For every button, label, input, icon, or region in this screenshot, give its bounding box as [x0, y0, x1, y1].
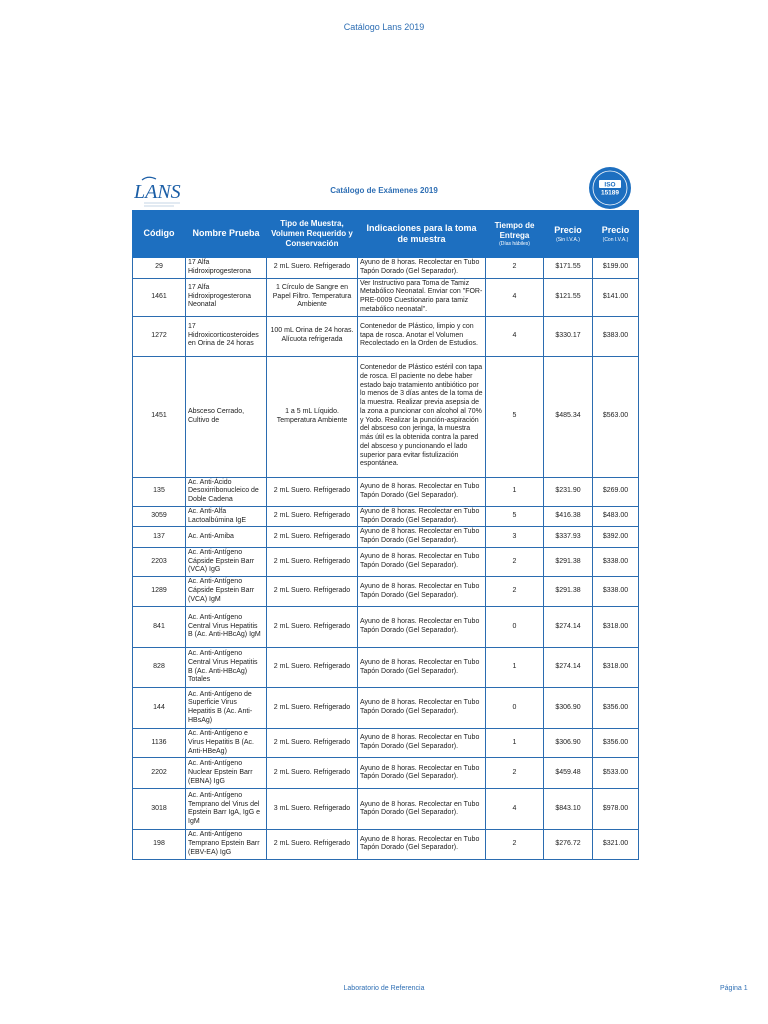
cell-price-with-iva: $392.00 — [593, 527, 639, 548]
cell-price-with-iva: $483.00 — [593, 506, 639, 527]
cell-price-no-iva: $337.93 — [544, 527, 593, 548]
cell-test-name: Absceso Cerrado, Cultivo de — [186, 356, 267, 477]
cell-sample-type: 2 mL Suero. Refrigerado — [267, 577, 358, 607]
document-title: Catálogo de Exámenes 2019 — [330, 186, 438, 195]
cell-code: 1289 — [133, 577, 186, 607]
header-time: Tiempo de Entrega (Días hábiles) — [486, 211, 544, 258]
cell-test-name: 17 Alfa Hidroxiprogesterona — [186, 258, 267, 279]
table-header-row — [133, 211, 639, 258]
cell-price-with-iva: $356.00 — [593, 688, 639, 729]
cell-code: 1272 — [133, 316, 186, 356]
cell-price-no-iva: $274.14 — [544, 648, 593, 688]
cell-price-no-iva: $171.55 — [544, 258, 593, 279]
cell-delivery-time: 5 — [486, 356, 544, 477]
cell-code: 3059 — [133, 506, 186, 527]
cell-indications: Ayuno de 8 horas. Recolectar en Tubo Tapón Dorado (Gel Separador). — [358, 607, 486, 648]
cell-delivery-time: 0 — [486, 607, 544, 648]
cell-sample-type: 2 mL Suero. Refrigerado — [267, 607, 358, 648]
cell-price-no-iva: $274.14 — [544, 607, 593, 648]
cell-indications: Contenedor de Plástico, limpio y con tapa de rosca. Anotar el Volumen Recolectado en la Orden de Estudios. — [358, 316, 486, 356]
cell-indications: Ayuno de 8 horas. Recolectar en Tubo Tapón Dorado (Gel Separador). — [358, 729, 486, 758]
header-price-with-iva: Precio (Con I.V.A.) — [593, 211, 639, 258]
cell-price-with-iva: $338.00 — [593, 577, 639, 607]
cell-price-no-iva: $843.10 — [544, 789, 593, 830]
cell-sample-type: 1 Círculo de Sangre en Papel Filtro. Temperatura Ambiente — [267, 278, 358, 316]
cell-sample-type: 2 mL Suero. Refrigerado — [267, 527, 358, 548]
footer-page-number: Página 1 — [720, 985, 748, 992]
cell-sample-type: 2 mL Suero. Refrigerado — [267, 506, 358, 527]
cell-code: 1136 — [133, 729, 186, 758]
iso-certification-seal — [588, 166, 632, 210]
cell-delivery-time: 1 — [486, 477, 544, 506]
cell-indications: Ayuno de 8 horas. Recolectar en Tubo Tapón Dorado (Gel Separador). — [358, 830, 486, 859]
table-row — [133, 758, 639, 789]
cell-delivery-time: 2 — [486, 577, 544, 607]
cell-price-no-iva: $459.48 — [544, 758, 593, 789]
table-row — [133, 258, 639, 279]
header-name: Nombre Prueba — [186, 211, 267, 258]
cell-code: 1461 — [133, 278, 186, 316]
cell-indications: Ayuno de 8 horas. Recolectar en Tubo Tapón Dorado (Gel Separador). — [358, 258, 486, 279]
cell-delivery-time: 4 — [486, 789, 544, 830]
cell-price-with-iva: $356.00 — [593, 729, 639, 758]
cell-code: 2202 — [133, 758, 186, 789]
cell-test-name: Ac. Anti-Antígeno Central Virus Hepatitis B (Ac. Anti-HBcAg) Totales — [186, 648, 267, 688]
cell-code: 828 — [133, 648, 186, 688]
cell-test-name: Ac. Anti-Alfa Lactoalbúmina IgE — [186, 506, 267, 527]
table-row — [133, 830, 639, 859]
cell-price-no-iva: $330.17 — [544, 316, 593, 356]
cell-code: 3018 — [133, 789, 186, 830]
cell-delivery-time: 4 — [486, 316, 544, 356]
cell-delivery-time: 1 — [486, 648, 544, 688]
cell-indications: Ayuno de 8 horas. Recolectar en Tubo Tapón Dorado (Gel Separador). — [358, 789, 486, 830]
cell-code: 144 — [133, 688, 186, 729]
iso-label: ISO — [604, 181, 616, 189]
cell-delivery-time: 1 — [486, 729, 544, 758]
cell-code: 198 — [133, 830, 186, 859]
cell-price-with-iva: $563.00 — [593, 356, 639, 477]
cell-sample-type: 2 mL Suero. Refrigerado — [267, 688, 358, 729]
cell-sample-type: 2 mL Suero. Refrigerado — [267, 648, 358, 688]
cell-test-name: Ac. Anti-Antígeno Cápside Epstein Barr (VCA) IgG — [186, 547, 267, 576]
cell-code: 135 — [133, 477, 186, 506]
table-row — [133, 577, 639, 607]
cell-delivery-time: 3 — [486, 527, 544, 548]
cell-indications: Ayuno de 8 horas. Recolectar en Tubo Tapón Dorado (Gel Separador). — [358, 758, 486, 789]
cell-price-no-iva: $291.38 — [544, 547, 593, 576]
table-row — [133, 648, 639, 688]
cell-indications: Contenedor de Plástico estéril con tapa de rosca. El paciente no debe haber estado bajo tratamiento antibiótico por lo menos de 3 días antes de la toma de la muestra. Realizar previa asepsia de la zona a puncionar con alcohol al 70% y Yodo. Realizar la punción-aspiración del absceso con jeringa, la muestra más útil es la obtenida contra la pared del absceso y puncionando el lado superior para evitar fistulización espontánea. — [358, 356, 486, 477]
table-row — [133, 278, 639, 316]
cell-test-name: Ac. Anti-Antígeno Cápside Epstein Barr (VCA) IgM — [186, 577, 267, 607]
cell-sample-type: 3 mL Suero. Refrigerado — [267, 789, 358, 830]
cell-price-with-iva: $199.00 — [593, 258, 639, 279]
cell-test-name: Ac. Anti-Antígeno Nuclear Epstein Barr (EBNA) IgG — [186, 758, 267, 789]
svg-text:LANS: LANS — [134, 181, 181, 203]
cell-price-with-iva: $318.00 — [593, 607, 639, 648]
cell-test-name: Ac. Anti-Antígeno Central Virus Hepatitis B (Ac. Anti-HBcAg) IgM — [186, 607, 267, 648]
cell-indications: Ayuno de 8 horas. Recolectar en Tubo Tapón Dorado (Gel Separador). — [358, 688, 486, 729]
cell-indications: Ayuno de 8 horas. Recolectar en Tubo Tapón Dorado (Gel Separador). — [358, 477, 486, 506]
cell-price-with-iva: $318.00 — [593, 648, 639, 688]
cell-indications: Ayuno de 8 horas. Recolectar en Tubo Tapón Dorado (Gel Separador). — [358, 506, 486, 527]
table-row — [133, 607, 639, 648]
cell-indications: Ver Instructivo para Toma de Tamiz Metabólico Neonatal. Enviar con "FOR-PRE-0009 Cuestionario para tamiz metabólico neonatal". — [358, 278, 486, 316]
cell-code: 841 — [133, 607, 186, 648]
footer-lab-name: Laboratorio de Referencia — [343, 985, 425, 992]
cell-price-no-iva: $416.38 — [544, 506, 593, 527]
cell-indications: Ayuno de 8 horas. Recolectar en Tubo Tapón Dorado (Gel Separador). — [358, 577, 486, 607]
table-row — [133, 729, 639, 758]
table-row — [133, 477, 639, 506]
iso-number: 15189 — [600, 189, 620, 197]
exam-catalog-table — [132, 210, 639, 860]
cell-sample-type: 2 mL Suero. Refrigerado — [267, 729, 358, 758]
header-sample: Tipo de Muestra, Volumen Requerido y Conservación — [267, 211, 358, 258]
table-row — [133, 547, 639, 576]
cell-test-name: 17 Alfa Hidroxiprogesterona Neonatal — [186, 278, 267, 316]
cell-indications: Ayuno de 8 horas. Recolectar en Tubo Tapón Dorado (Gel Separador). — [358, 547, 486, 576]
cell-delivery-time: 2 — [486, 830, 544, 859]
cell-price-no-iva: $291.38 — [544, 577, 593, 607]
header-indications: Indicaciones para la toma de muestra — [358, 211, 486, 258]
cell-sample-type: 100 mL Orina de 24 horas. Alícuota refrigerada — [267, 316, 358, 356]
cell-test-name: Ac. Anti-Amiba — [186, 527, 267, 548]
table-row — [133, 356, 639, 477]
cell-price-with-iva: $383.00 — [593, 316, 639, 356]
table-row — [133, 789, 639, 830]
cell-delivery-time: 4 — [486, 278, 544, 316]
cell-price-with-iva: $141.00 — [593, 278, 639, 316]
cell-sample-type: 2 mL Suero. Refrigerado — [267, 258, 358, 279]
cell-price-no-iva: $306.90 — [544, 729, 593, 758]
cell-price-with-iva: $269.00 — [593, 477, 639, 506]
cell-sample-type: 2 mL Suero. Refrigerado — [267, 830, 358, 859]
cell-code: 137 — [133, 527, 186, 548]
cell-delivery-time: 2 — [486, 547, 544, 576]
cell-price-no-iva: $231.90 — [544, 477, 593, 506]
cell-indications: Ayuno de 8 horas. Recolectar en Tubo Tapón Dorado (Gel Separador). — [358, 648, 486, 688]
cell-test-name: 17 Hidroxicorticosteroides en Orina de 24 horas — [186, 316, 267, 356]
table-row — [133, 506, 639, 527]
cell-indications: Ayuno de 8 horas. Recolectar en Tubo Tapón Dorado (Gel Separador). — [358, 527, 486, 548]
cell-price-no-iva: $276.72 — [544, 830, 593, 859]
cell-code: 2203 — [133, 547, 186, 576]
cell-test-name: Ac. Anti-Antígeno de Superficie Virus Hepatitis B (Ac. Anti-HBsAg) — [186, 688, 267, 729]
table-row — [133, 527, 639, 548]
header-price-no-iva: Precio (Sin I.V.A.) — [544, 211, 593, 258]
cell-test-name: Ac. Anti-Antígeno Temprano del Virus del Epstein Barr IgA, IgG e IgM — [186, 789, 267, 830]
cell-sample-type: 2 mL Suero. Refrigerado — [267, 547, 358, 576]
cell-delivery-time: 2 — [486, 758, 544, 789]
cell-code: 29 — [133, 258, 186, 279]
cell-price-no-iva: $485.34 — [544, 356, 593, 477]
cell-sample-type: 1 a 5 mL Líquido. Temperatura Ambiente — [267, 356, 358, 477]
cell-price-no-iva: $306.90 — [544, 688, 593, 729]
cell-code: 1451 — [133, 356, 186, 477]
header-code: Código — [133, 211, 186, 258]
cell-test-name: Ac. Anti-Ácido Desoxirribonucleico de Doble Cadena — [186, 477, 267, 506]
table-row — [133, 688, 639, 729]
cell-sample-type: 2 mL Suero. Refrigerado — [267, 758, 358, 789]
cell-delivery-time: 0 — [486, 688, 544, 729]
cell-test-name: Ac. Anti-Antígeno Temprano Epstein Barr (EBV-EA) IgG — [186, 830, 267, 859]
cell-price-with-iva: $978.00 — [593, 789, 639, 830]
cell-price-no-iva: $121.55 — [544, 278, 593, 316]
cell-price-with-iva: $338.00 — [593, 547, 639, 576]
table-row — [133, 316, 639, 356]
cell-test-name: Ac. Anti-Antígeno e Virus Hepatitis B (Ac. Anti-HBeAg) — [186, 729, 267, 758]
cell-price-with-iva: $533.00 — [593, 758, 639, 789]
cell-delivery-time: 5 — [486, 506, 544, 527]
running-title: Catálogo Lans 2019 — [343, 22, 425, 32]
cell-price-with-iva: $321.00 — [593, 830, 639, 859]
cell-delivery-time: 2 — [486, 258, 544, 279]
cell-sample-type: 2 mL Suero. Refrigerado — [267, 477, 358, 506]
